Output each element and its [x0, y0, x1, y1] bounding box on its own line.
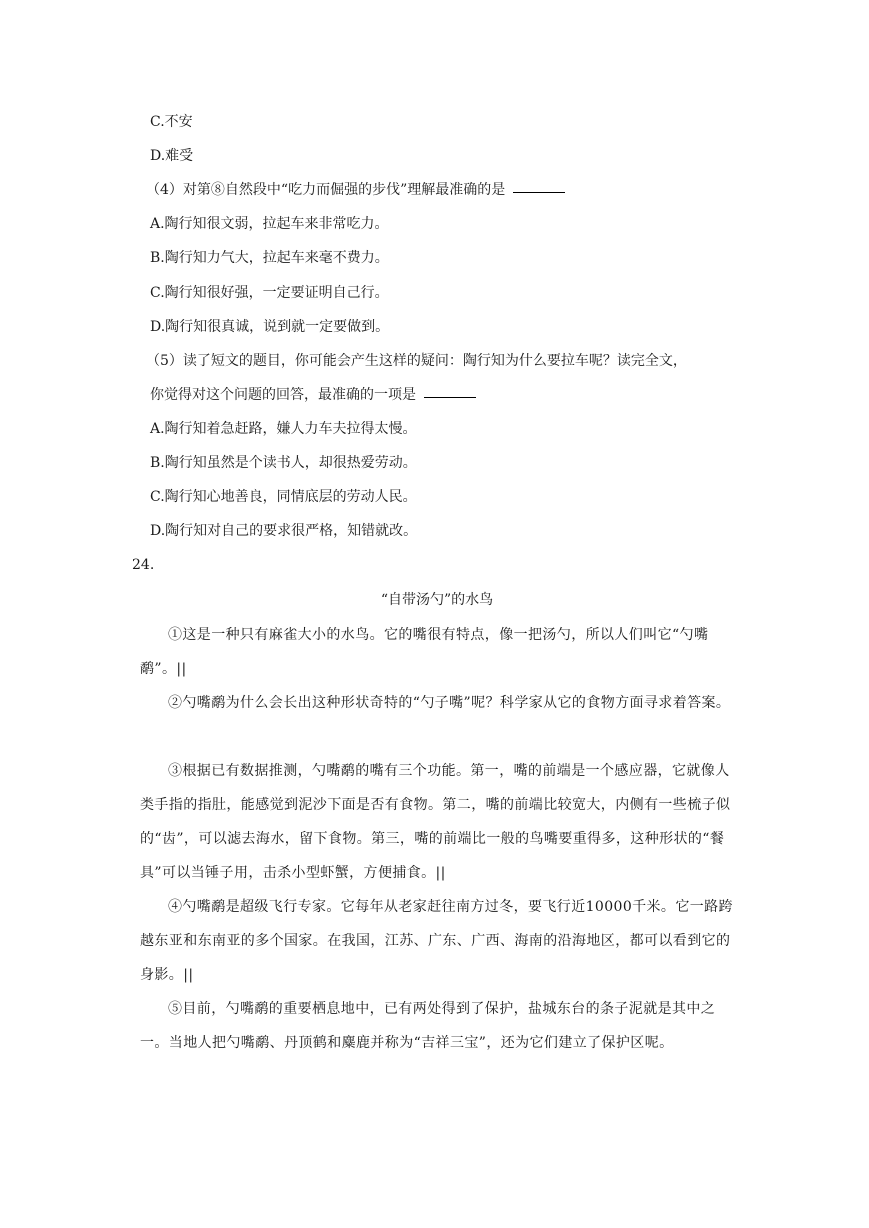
q4-option-c: C.陶行知很好强，一定要证明自己行。	[150, 285, 389, 301]
option-d-q3: D.难受	[150, 148, 194, 164]
q4-option-d: D.陶行知很真诚，说到就一定要做到。	[150, 319, 390, 335]
q4-stem	[146, 180, 565, 200]
q5-option-d: D.陶行知对自己的要求很严格，知错就改。	[150, 523, 418, 539]
q5-stem-text: 你觉得对这个问题的回答，最准确的一项是	[150, 387, 416, 403]
q5-option-b: B.陶行知虽然是个读书人，却很热爱劳动。	[150, 455, 417, 471]
q4-option-b: B.陶行知力气大，拉起车来毫不费力。	[150, 250, 389, 266]
paragraph-2: ②勺嘴鹬为什么会长出这种形状奇特的“勺子嘴”呢？科学家从它的食物方面寻求着答案。	[168, 695, 731, 711]
paragraph-5: ⑤目前，勺嘴鹬的重要栖息地中，已有两处得到了保护，盐城东台的条子泥就是其中之一。当地人把勺嘴鹬、丹顶鹤和麋鹿并称为“吉祥三宝”，还为它们建立了保护区呢。	[140, 1001, 716, 1051]
paragraph-4: ④勺嘴鹬是超级飞行专家。它每年从老家赶往南方过冬，要飞行近10000千米。它一路跨越东亚和东南亚的多个国家。在我国，江苏、广东、广西、海南的沿海地区，都可以看到它的身影。||	[140, 899, 733, 983]
paragraph-1: ①这是一种只有麻雀大小的水鸟。它的嘴很有特点，像一把汤勺，所以人们叫它“勺嘴鹬”。||	[140, 627, 709, 677]
q5-option-a: A.陶行知着急赶路，嫌人力车夫拉得太慢。	[150, 421, 417, 437]
passage-title: “自带汤勺”的水鸟	[380, 592, 494, 608]
q4-stem-text: （4）对第⑧自然段中“吃力而倔强的步伐”理解最准确的是	[146, 182, 506, 198]
q4-option-a: A.陶行知很文弱，拉起车来非常吃力。	[150, 216, 389, 232]
option-c-q3: C.不安	[150, 114, 193, 130]
question-number: 24.	[132, 557, 155, 573]
paragraph-3: ③根据已有数据推测，勺嘴鹬的嘴有三个功能。第一，嘴的前端是一个感应器，它就像人类手指的指肚，能感觉到泥沙下面是否有食物。第二，嘴的前端比较宽大，内侧有一些梳子似的“齿”，可以滤去海水，留下食物。第三，嘴的前端比一般的鸟嘴要重得多，这种形状的“餐具”可以当锤子用，击杀小型虾蟹，方便捕食。||	[140, 763, 731, 881]
answer-blank	[513, 191, 565, 193]
q5-stem-line2	[150, 385, 476, 405]
q5-stem-line1: （5）读了短文的题目，你可能会产生这样的疑问：陶行知为什么要拉车呢？读完全文，	[146, 353, 687, 369]
q5-option-c: C.陶行知心地善良，同情底层的劳动人民。	[150, 489, 417, 505]
answer-blank	[424, 396, 476, 398]
